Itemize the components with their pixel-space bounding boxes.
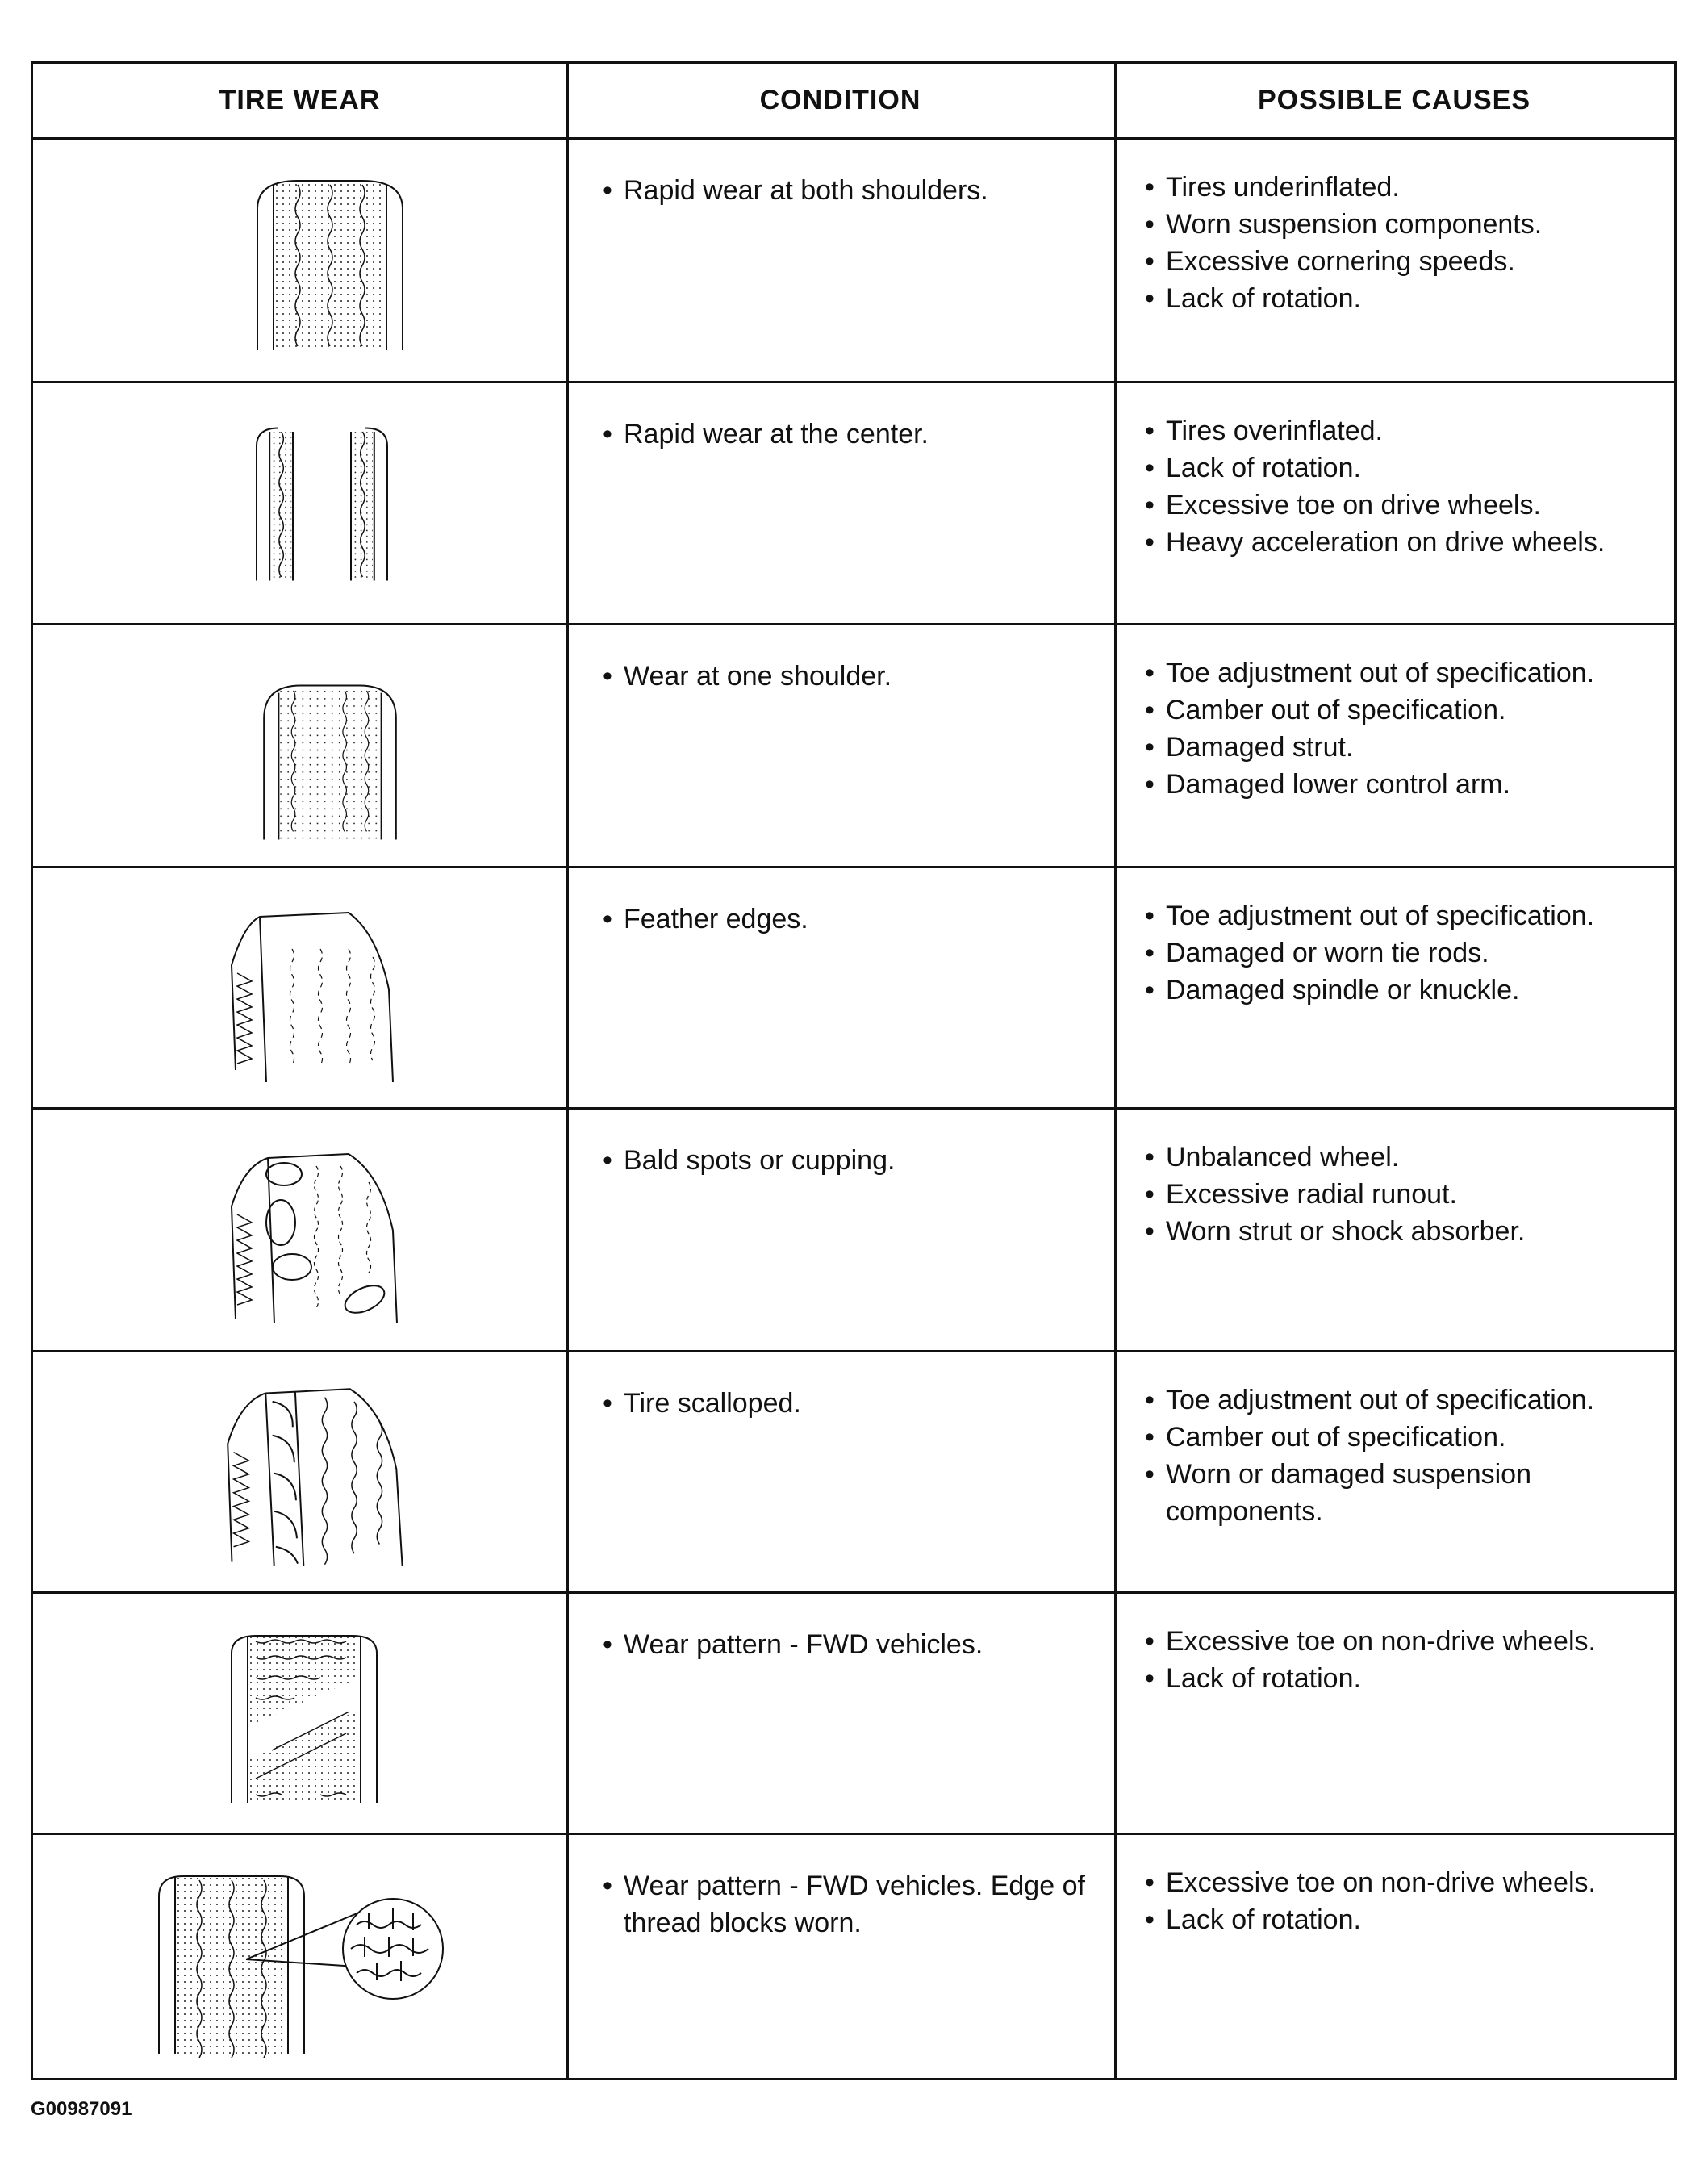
table-row — [33, 383, 1674, 623]
cause-item: • Excessive toe on non-drive wheels. — [1145, 1864, 1669, 1901]
cause-item: • Damaged strut. — [1145, 729, 1669, 766]
causes-list — [1145, 654, 1669, 803]
table-row — [33, 140, 1674, 381]
table-row — [33, 1835, 1674, 2078]
causes-list — [1145, 412, 1669, 561]
condition-text: • Tire scalloped. — [603, 1385, 1119, 1422]
causes-list — [1145, 1139, 1669, 1250]
cause-item: • Damaged lower control arm. — [1145, 766, 1669, 803]
cause-item: • Tires underinflated. — [1145, 169, 1669, 206]
table-row — [33, 1352, 1674, 1591]
cause-item: • Lack of rotation. — [1145, 280, 1669, 317]
table-row — [33, 1594, 1674, 1833]
condition-text: • Feather edges. — [603, 901, 1119, 938]
cause-item: • Toe adjustment out of specification. — [1145, 654, 1669, 692]
condition-text: • Rapid wear at both shoulders. — [603, 172, 1119, 209]
causes-list — [1145, 1864, 1669, 1938]
header-possible-causes: POSSIBLE CAUSES — [1257, 85, 1531, 115]
header-tire-wear: TIRE WEAR — [219, 85, 381, 115]
cause-item: • Lack of rotation. — [1145, 449, 1669, 487]
cause-item: • Toe adjustment out of specification. — [1145, 897, 1669, 934]
cause-item: • Heavy acceleration on drive wheels. — [1145, 524, 1669, 561]
cause-item: • Worn or damaged suspension components. — [1145, 1456, 1669, 1530]
condition-text: • Bald spots or cupping. — [603, 1142, 1119, 1179]
table-row — [33, 868, 1674, 1107]
cause-item: • Worn suspension components. — [1145, 206, 1669, 243]
tire-scalloped-icon — [223, 1385, 409, 1570]
table-row — [33, 625, 1674, 866]
condition-text: • Wear pattern - FWD vehicles. — [603, 1626, 1119, 1663]
cause-item: • Lack of rotation. — [1145, 1901, 1669, 1938]
cause-item: • Damaged or worn tie rods. — [1145, 934, 1669, 972]
cause-item: • Unbalanced wheel. — [1145, 1139, 1669, 1176]
tire-wear-table — [31, 61, 1677, 2080]
cause-item: • Excessive radial runout. — [1145, 1176, 1669, 1213]
condition-text: • Rapid wear at the center. — [603, 416, 1119, 453]
cause-item: • Camber out of specification. — [1145, 692, 1669, 729]
causes-list — [1145, 897, 1669, 1009]
header-condition: CONDITION — [759, 85, 921, 115]
tire-diagonal-wear-icon — [223, 1629, 385, 1807]
cause-item: • Damaged spindle or knuckle. — [1145, 972, 1669, 1009]
cause-item: • Camber out of specification. — [1145, 1419, 1669, 1456]
tire-cupping-icon — [223, 1150, 409, 1327]
causes-list — [1145, 1623, 1669, 1697]
cause-item: • Worn strut or shock absorber. — [1145, 1213, 1669, 1250]
tire-tread-block-wear-icon — [151, 1864, 457, 2058]
cause-item: • Excessive toe on non-drive wheels. — [1145, 1623, 1669, 1660]
table-row — [33, 1110, 1674, 1350]
tire-one-shoulder-wear-icon — [249, 682, 411, 843]
cause-item: • Excessive toe on drive wheels. — [1145, 487, 1669, 524]
causes-list — [1145, 1382, 1669, 1530]
condition-text: • Wear pattern - FWD vehicles. Edge of thread blocks worn. — [603, 1867, 1119, 1942]
cause-item: • Excessive cornering speeds. — [1145, 243, 1669, 280]
cause-item: • Toe adjustment out of specification. — [1145, 1382, 1669, 1419]
cause-item: • Lack of rotation. — [1145, 1660, 1669, 1697]
tire-feather-edge-icon — [223, 909, 409, 1086]
tire-center-wear-icon — [249, 424, 395, 585]
causes-list — [1145, 169, 1669, 317]
tire-shoulder-wear-icon — [249, 177, 411, 354]
condition-text: • Wear at one shoulder. — [603, 658, 1119, 695]
cause-item: • Tires overinflated. — [1145, 412, 1669, 449]
figure-id: G00987091 — [31, 2098, 132, 2120]
